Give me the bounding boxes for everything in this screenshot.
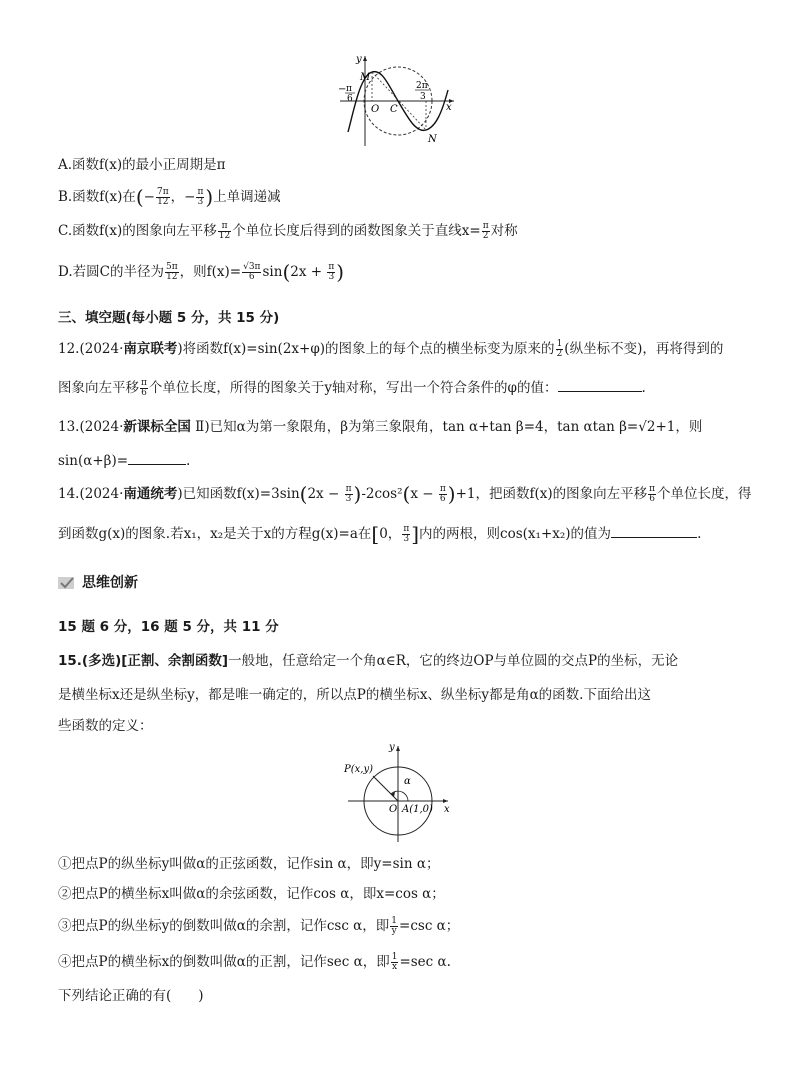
frac-5pi-12: $\frac{5\pi}{12}$ — [165, 262, 178, 282]
option-a — [58, 157, 226, 173]
option-b-post: 上单调递减 — [213, 189, 281, 205]
definition-2 — [58, 886, 445, 902]
q14-text-b: -2cos² — [361, 486, 403, 502]
frac-pi-6-14b: $\frac{\pi}{6}$ — [649, 484, 656, 504]
q15-line3 — [58, 718, 153, 734]
q13-num: 13.(2024· — [58, 419, 124, 435]
answer-blank-14[interactable] — [611, 537, 697, 538]
frac-pi-12: $\frac{\pi}{12}$ — [218, 221, 231, 241]
q14-arg2: x − — [410, 486, 438, 502]
definition-4 — [58, 953, 451, 972]
q12-line2 — [58, 379, 646, 398]
fig2-a-label: A(1,0) — [402, 804, 433, 815]
def4-text-a: ④把点P的横坐标x的倒数叫做α的正割，记作sec α，即 — [58, 954, 390, 970]
option-d-sin: sin — [262, 264, 283, 280]
unit-circle-figure — [340, 740, 460, 844]
q12-text-d: 个单位长度，所得的图象关于y轴对称，写出一个符合条件的φ的值： — [148, 380, 558, 396]
q15-text-3: 些函数的定义： — [58, 718, 153, 734]
fig2-x-label: x — [444, 804, 450, 815]
q15-ask-text: 下列结论正确的有( ) — [58, 988, 204, 1004]
q14-text-e: 到函数g(x)的图象.若x₁，x₂是关于x的方程g(x)=a在 — [58, 526, 372, 542]
definition-1 — [58, 856, 439, 872]
fig1-pi6-den: 6 — [347, 94, 353, 104]
fig1-2pi3-den: 3 — [420, 92, 426, 102]
q12-num: 12.(2024· — [58, 341, 124, 357]
frac-1-y: $\frac{1}{y}$ — [391, 916, 398, 936]
q15-line2 — [58, 687, 651, 703]
q13-text: Ⅱ)已知α为第一象限角，β为第三象限角，tan α+tan β=4，tan αtan β=√2+1，则 — [190, 419, 703, 435]
q14-text-d: 个单位长度，得 — [657, 486, 752, 502]
q14-arg1: 2x − — [307, 486, 344, 502]
fig2-alpha-label: α — [404, 776, 411, 787]
innovation-title: 思维创新 — [82, 575, 138, 591]
q15-tag: [正割、余割函数] — [121, 653, 229, 669]
q12-text-c: 图象向左平移 — [58, 380, 139, 396]
def3-text-a: ③把点P的纵坐标y的倒数叫做α的余割，记作csc α，即 — [58, 918, 390, 934]
q14-text-a: )已知函数f(x)=3sin — [177, 486, 300, 502]
def2-text: ②把点P的横坐标x叫做α的余弦函数，记作cos α，即x=cos α； — [58, 886, 445, 902]
q14-interval: 0， — [379, 526, 402, 542]
q14-line1: 14.(2024·南通统考)已知函数f(x)=3sin(2x − $\frac{\pi}{3}$ )-2cos²(x − $\frac{\pi}{6}$ )+1，把函数f(x)的图象向左平移 $\frac{\pi}{6}$ 个单位长度，得 — [58, 482, 752, 506]
def1-text: ①把点P的纵坐标y叫做α的正弦函数，记作sin α，即y=sin α； — [58, 856, 440, 872]
section-title: 三、填空题(每小题 5 分，共 15 分) — [58, 310, 280, 326]
option-d-arg: 2x + — [290, 264, 327, 280]
frac-pi-2: $\frac{\pi}{2}$ — [482, 221, 489, 241]
q12-line1 — [58, 340, 723, 359]
q12-text-a: )将函数f(x)=sin(2x+φ)的图象上的每个点的横坐标变为原来的 — [177, 341, 555, 357]
fig1-n-label: N — [428, 134, 437, 145]
def3-text-b: =csc α； — [399, 918, 460, 934]
innovation-header — [58, 572, 138, 592]
option-d-mid: ，则f(x)= — [179, 264, 242, 280]
paren-open: ( — [135, 185, 144, 209]
option-c-post: 对称 — [490, 223, 518, 239]
q15-ask — [58, 988, 204, 1004]
frac-pi-6: $\frac{\pi}{6}$ — [141, 378, 147, 398]
fig2-p-label: P(x,y) — [344, 764, 373, 775]
answer-blank-13[interactable] — [128, 464, 186, 465]
option-c-mid: 个单位长度后得到的函数图象关于直线x= — [232, 223, 481, 239]
q14-source: 南通统考 — [123, 486, 178, 502]
option-c — [58, 222, 518, 241]
frac-sqrt3pi-6: $\frac{√3\pi}{6}$ — [243, 262, 261, 282]
checkmark-flag-icon — [58, 575, 76, 589]
fig2-o-label: O — [389, 804, 398, 815]
q13-end: . — [186, 453, 191, 469]
frac-1-2: $\frac{1}{2}$ — [556, 339, 563, 359]
paren-close: ) — [205, 185, 214, 209]
fig1-x-label: x — [446, 102, 452, 113]
q14-text-c: +1，把函数f(x)的图象向左平移 — [455, 486, 648, 502]
option-c-pre: C.函数f(x)的图象向左平移 — [58, 223, 217, 239]
fig1-c-label: C — [390, 104, 398, 115]
q14-line2: 到函数g(x)的图象.若x₁，x₂是关于x的方程g(x)=a在[0， $\frac{\pi}{3}$ ]内的两根，则cos(x₁+x₂)的值为 . — [58, 522, 702, 546]
q14-text-f: 内的两根，则cos(x₁+x₂)的值为 — [419, 526, 612, 542]
option-a-text: A.函数f(x)的最小正周期是π — [58, 157, 226, 173]
option-d: D.若圆C的半径为 $\frac{5\pi}{12}$ ，则f(x)= $\frac{√3\pi}{6}$ sin(2x + $\frac{\pi}{3}$ ) — [58, 260, 345, 284]
fig1-pi6-num: π — [346, 84, 352, 94]
q15-text-2: 是横坐标x还是纵坐标y，都是唯一确定的，所以点P的横坐标x、纵坐标y都是角α的函数.下面给出这 — [58, 687, 651, 703]
frac-7pi-12: $\frac{7\pi}{12}$ — [156, 187, 169, 207]
frac-pi-3: $\frac{\pi}{3}$ — [197, 187, 204, 207]
fig1-m-label: M — [360, 72, 371, 83]
frac-1-x: $\frac{1}{x}$ — [391, 952, 398, 972]
q13-source: 新课标全国 — [123, 419, 191, 435]
q14-end: . — [697, 526, 702, 542]
q15-text-1: 一般地，任意给定一个角α∈R，它的终边OP与单位圆的交点P的坐标，无论 — [228, 653, 679, 669]
q14-num: 14.(2024· — [58, 486, 124, 502]
q15-num: 15.(多选) — [58, 653, 122, 669]
answer-blank-12[interactable] — [558, 391, 642, 392]
q12-text-b: (纵坐标不变)，再将得到的 — [564, 341, 724, 357]
sine-graph-figure — [336, 50, 458, 148]
def4-text-b: =sec α. — [399, 954, 451, 970]
option-b-pre: B.函数f(x)在 — [58, 189, 136, 205]
q12-source: 南京联考 — [123, 341, 178, 357]
innovation-score: 15 题 6 分，16 题 5 分，共 11 分 — [58, 619, 279, 635]
frac-pi-6-14: $\frac{\pi}{6}$ — [439, 484, 446, 504]
frac-pi-3-14: $\frac{\pi}{3}$ — [345, 484, 352, 504]
definition-3 — [58, 917, 459, 936]
fig1-y-label: y — [356, 54, 362, 65]
frac-pi-3-14c: $\frac{\pi}{3}$ — [403, 524, 410, 544]
option-b: B.函数f(x)在(− $\frac{7\pi}{12}$ ，− $\frac{\pi}{3}$ )上单调递减 — [58, 185, 281, 209]
q13-text-b: sin(α+β)= — [58, 453, 129, 469]
q15-line1 — [58, 653, 678, 669]
frac-pi-3-d: $\frac{\pi}{3}$ — [328, 262, 335, 282]
q12-end: . — [641, 380, 646, 396]
q13-line1 — [58, 419, 702, 435]
fig1-2pi3-num: 2π — [416, 81, 428, 91]
q13-line2 — [58, 453, 190, 469]
fig2-y-label: y — [389, 742, 395, 753]
fig1-neg-sign: − — [338, 84, 347, 95]
fig1-o-label: O — [371, 104, 380, 115]
option-d-pre: D.若圆C的半径为 — [58, 264, 164, 280]
